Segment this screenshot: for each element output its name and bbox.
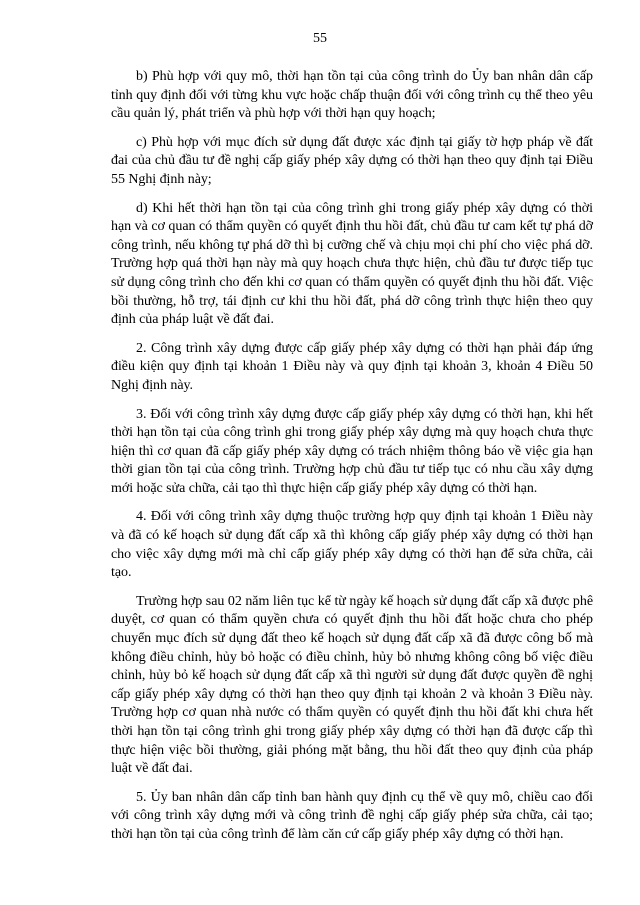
paragraph-clause-5: 5. Ủy ban nhân dân cấp tỉnh ban hành quy định cụ thể về quy mô, chiều cao đối với công trình xây dựng mới và công trình đề nghị cấp giấy phép sửa chữa, cải tạo; thời hạn tồn tại của công trình để làm căn cứ cấp giấy phép xây dựng có thời hạn.: [111, 789, 593, 842]
page-number: 55: [313, 31, 327, 46]
paragraph-point-d: d) Khi hết thời hạn tồn tại của công trình ghi trong giấy phép xây dựng có thời hạn và cơ quan có thẩm quyền có quyết định thu hồi đất, chủ đầu tư cam kết tự phá dỡ công trình, nếu không tự phá dỡ thì bị cưỡng chế và chịu mọi chi phí cho việc phá dỡ. Trường hợp quá thời hạn này mà quy hoạch chưa thực hiện, chủ đầu tư được tiếp tục sử dụng công trình cho đến khi cơ quan có thẩm quyền có quyết định thu hồi đất. Việc bồi thường, hỗ trợ, tái định cư khi thu hồi đất, phá dỡ công trình thực hiện theo quy định của pháp luật về đất đai.: [111, 200, 593, 328]
paragraph-clause-2: 2. Công trình xây dựng được cấp giấy phép xây dựng có thời hạn phải đáp ứng điều kiện quy định tại khoản 1 Điều này và quy định tại khoản 3, khoản 4 Điều 50 Nghị định này.: [111, 340, 593, 393]
document-body: [111, 68, 593, 855]
paragraph-clause-4-continuation: Trường hợp sau 02 năm liên tục kể từ ngày kế hoạch sử dụng đất cấp xã được phê duyệt, cơ quan có thẩm quyền chưa có quyết định thu hồi đất hoặc chưa cho phép chuyển mục đích sử dụng đất theo kế hoạch sử dụng đất cấp xã đã được công bố mà không điều chỉnh, hủy bỏ hoặc có điều chỉnh, hủy bỏ nhưng không công bố việc điều chỉnh, hủy bỏ kế hoạch sử dụng đất cấp xã thì người sử dụng đất được quyền đề nghị cấp giấy phép xây dựng có thời hạn theo quy định tại khoản 2 và khoản 3 Điều này. Trường hợp cơ quan nhà nước có thẩm quyền có quyết định thu hồi đất khi chưa hết thời hạn tồn tại công trình ghi trong giấy phép xây dựng có thời hạn đã được cấp thì thực hiện việc bồi thường, giải phóng mặt bằng, thu hồi đất theo quy định của pháp luật về đất đai.: [111, 593, 593, 777]
paragraph-clause-4: 4. Đối với công trình xây dựng thuộc trường hợp quy định tại khoản 1 Điều này và đã có kế hoạch sử dụng đất cấp xã thì không cấp giấy phép xây dựng có thời hạn cho việc xây dựng mới mà chỉ cấp giấy phép xây dựng có thời hạn để sửa chữa, cải tạo.: [111, 509, 593, 581]
paragraph-clause-3: 3. Đối với công trình xây dựng được cấp giấy phép xây dựng có thời hạn, khi hết thời hạn tồn tại của công trình ghi trong giấy phép xây dựng mà quy hoạch chưa thực hiện thì cơ quan đã cấp giấy phép xây dựng có trách nhiệm thông báo về việc gia hạn thời gian tồn tại của công trình. Trường hợp chủ đầu tư tiếp tục có nhu cầu xây dựng mới hoặc sửa chữa, cải tạo thì thực hiện cấp giấy phép xây dựng có thời hạn.: [111, 406, 593, 496]
paragraph-point-b: b) Phù hợp với quy mô, thời hạn tồn tại của công trình do Ủy ban nhân dân cấp tỉnh quy định đối với từng khu vực hoặc chấp thuận đối với công trình cụ thể theo yêu cầu quản lý, phát triển và phù hợp với thời hạn quy hoạch;: [111, 69, 593, 122]
paragraph-point-c: c) Phù hợp với mục đích sử dụng đất được xác định tại giấy tờ hợp pháp về đất đai của chủ đầu tư đề nghị cấp giấy phép xây dựng có thời hạn theo quy định tại Điều 55 Nghị định này;: [111, 134, 593, 187]
